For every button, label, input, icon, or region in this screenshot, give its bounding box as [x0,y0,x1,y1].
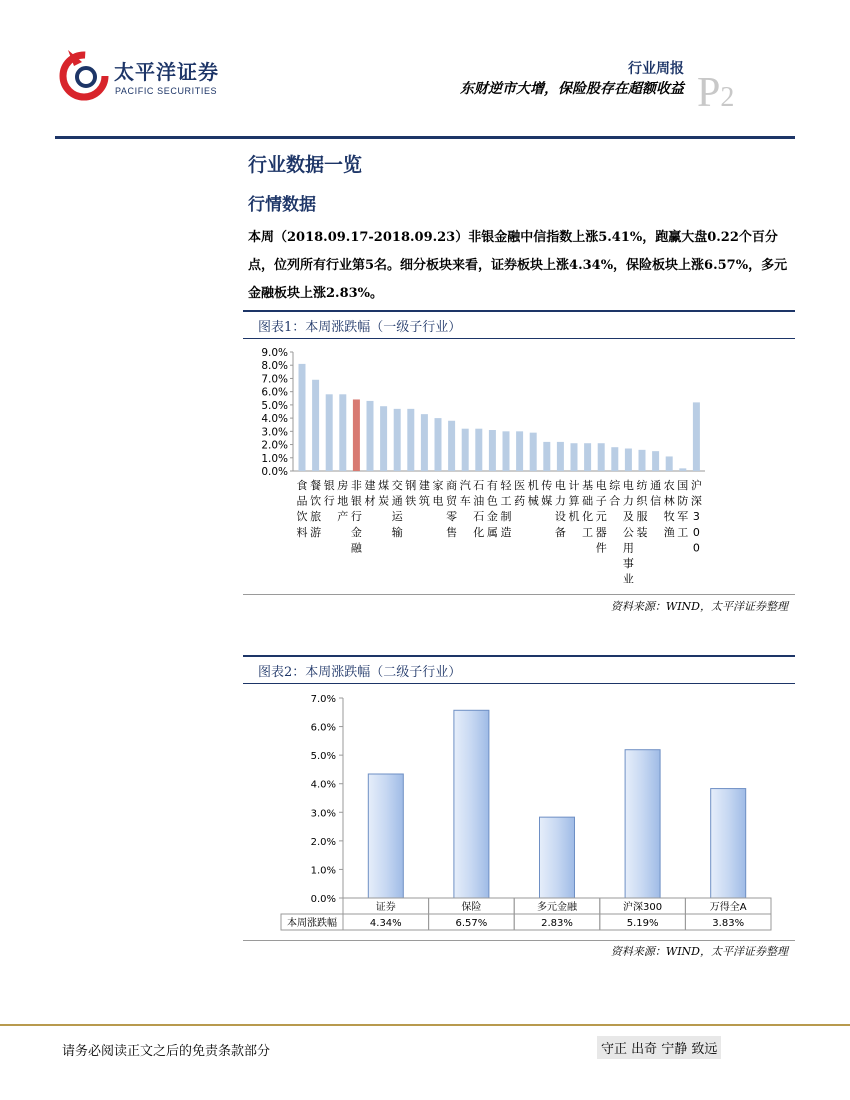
x-tick-label: 电 [554,479,566,492]
x-tick-label: 工 [677,525,689,539]
bar [540,817,575,898]
bar [489,430,496,471]
x-tick-label: 元 [595,510,607,524]
figure1-caption: 图表1：本周涨跌幅（一级子行业） [258,320,462,335]
x-tick-label: 银 [350,494,362,508]
footer-divider [0,1024,850,1026]
bar [299,364,306,471]
bar [516,431,523,471]
bar [557,442,564,471]
y-tick-label: 4.0% [261,413,288,426]
x-tick-label: 沪深300 [623,902,663,913]
x-tick-label: 备 [554,525,566,539]
bar [693,402,700,471]
x-tick-label: 综 [609,479,621,492]
table-value: 5.19% [626,918,659,929]
bar [339,394,346,471]
x-tick-label: 通 [650,479,662,492]
x-tick-label: 建 [364,479,376,492]
x-tick-label: 及 [622,510,634,524]
x-tick-label: 业 [622,572,634,586]
bar [503,431,510,471]
report-category: 行业周报 [628,61,684,77]
x-tick-label: 筑 [418,494,430,508]
x-tick-label: 钢 [405,479,417,492]
x-tick-label: 商 [446,479,458,492]
x-tick-label: 国 [677,479,689,492]
x-tick-label: 食 [296,479,308,492]
x-tick-label: 料 [296,525,308,539]
x-tick-label: 车 [459,494,471,508]
x-tick-label: 石 [473,479,485,492]
x-tick-label: 础 [582,494,594,508]
bar [611,447,618,471]
bar [435,418,442,471]
x-tick-label: 输 [391,525,403,539]
x-tick-label: 轻 [500,479,512,492]
x-tick-label: 旅 [310,510,322,524]
bar [530,433,537,471]
x-tick-label: 媒 [541,494,553,508]
report-title: 东财逆市大增，保险股存在超额收益 [460,81,684,97]
figure2-source: 资料来源：WIND，太平洋证券整理 [610,945,788,958]
figure2-caption: 图表2：本周涨跌幅（二级子行业） [258,665,462,680]
table-value: 2.83% [541,918,573,929]
x-tick-label: 饮 [310,494,322,508]
bar [666,456,673,471]
table-row-label: 本周涨跌幅 [287,918,337,929]
bar [543,442,550,471]
x-tick-label: 用 [622,541,634,555]
x-tick-label: 煤 [378,479,390,492]
table-value: 3.83% [712,918,745,929]
x-tick-label: 运 [391,510,403,524]
y-tick-label: 3.0% [310,808,336,820]
bar [353,399,360,471]
x-tick-label: 融 [350,541,362,555]
x-tick-label: 电 [622,479,634,492]
bar [711,789,746,898]
y-tick-label: 0.0% [310,894,336,905]
x-tick-label: 牧 [663,510,675,524]
x-tick-label: 0 [692,541,700,555]
bar [326,394,333,471]
figure1-top-rule [243,310,795,312]
y-tick-label: 8.0% [261,360,288,373]
x-tick-label: 0 [692,525,700,539]
x-tick-label: 传 [541,479,553,492]
bar [571,443,578,471]
y-tick-label: 3.0% [261,426,288,439]
bar [454,710,489,898]
bar [598,443,605,471]
x-tick-label: 事 [622,557,634,570]
bar [407,409,414,471]
x-tick-label: 公 [622,525,634,539]
x-tick-label: 金 [486,510,498,524]
x-tick-label: 行 [350,510,362,524]
x-tick-label: 色 [486,494,498,508]
brand-name-cn: 太平洋证券 [114,60,219,84]
bar [421,414,428,471]
figure1-bottom-rule [243,594,795,595]
x-tick-label: 件 [595,541,607,555]
x-tick-label: 械 [527,494,539,508]
x-tick-label: 品 [296,494,308,508]
footer-disclaimer: 请务必阅读正文之后的免责条款部分 [62,1044,271,1059]
page-letter: P [697,70,721,116]
bar [475,429,482,471]
figure2-top-rule [243,655,795,657]
x-tick-label: 防 [677,494,689,508]
x-tick-label: 医 [514,479,526,492]
summary-paragraph: 本周（2018.09.17-2018.09.23）非银金融中信指数上涨5.41%，跑赢大盘0.22个百分点，位列所有行业第5名。细分板块来看，证券板块上涨4.34%，保险板块上涨6.57%，多元金融板块上涨2.83%。 [248,230,788,301]
x-tick-label: 金 [350,525,362,539]
x-tick-label: 机 [527,479,539,492]
x-tick-label: 汽 [459,479,471,492]
x-tick-label: 保险 [461,902,482,913]
y-tick-label: 0.0% [261,466,288,478]
figure1-source: 资料来源：WIND，太平洋证券整理 [610,600,788,613]
bar [312,380,319,471]
x-tick-label: 电 [595,479,607,492]
section-subheading: 行情数据 [248,195,316,215]
x-tick-label: 炭 [378,494,390,508]
x-tick-label: 农 [663,479,675,492]
bar [380,406,387,471]
x-tick-label: 力 [622,494,634,508]
x-tick-label: 银 [323,479,335,492]
x-tick-label: 饮 [296,510,308,524]
figure2-caption-rule [243,683,795,684]
bar [367,401,374,471]
x-tick-label: 游 [310,525,322,539]
page-number-value: 2 [720,82,735,113]
x-tick-label: 工 [500,494,512,508]
bar [639,450,646,471]
x-tick-label: 信 [650,494,662,508]
x-tick-label: 铁 [405,494,417,508]
figure1-chart [243,342,795,592]
x-tick-label: 房 [337,479,349,492]
x-tick-label: 造 [500,525,512,539]
bar [625,449,632,471]
x-tick-label: 化 [582,510,594,524]
bar [625,750,660,898]
bar [462,429,469,471]
y-tick-label: 5.0% [310,751,336,763]
x-tick-label: 纺 [636,479,648,492]
table-value: 6.57% [455,918,488,929]
page-number [697,72,734,114]
x-tick-label: 油 [473,494,485,508]
x-tick-label: 机 [568,510,580,524]
bar [448,421,455,471]
x-tick-label: 材 [364,494,376,508]
bar [368,774,403,898]
figure2-bottom-rule [243,940,795,941]
x-tick-label: 贸 [446,494,458,508]
x-tick-label: 产 [337,510,349,524]
y-tick-label: 4.0% [310,779,336,791]
x-tick-label: 深 [690,494,702,508]
x-tick-label: 家 [432,479,444,492]
x-tick-label: 交 [391,479,403,492]
figure1-caption-rule [243,338,795,339]
x-tick-label: 织 [636,494,648,508]
y-tick-label: 9.0% [261,347,288,359]
x-tick-label: 器 [595,525,607,539]
x-tick-label: 装 [636,525,648,539]
table-value: 4.34% [369,918,402,929]
bar [584,443,591,471]
x-tick-label: 3 [692,510,700,524]
bar [394,409,401,471]
y-tick-label: 2.0% [261,439,288,452]
x-tick-label: 零 [446,510,458,524]
x-tick-label: 药 [514,494,526,508]
x-tick-label: 合 [609,494,621,508]
x-tick-label: 非 [350,479,362,492]
x-tick-label: 餐 [310,479,322,492]
bar [679,468,686,471]
x-tick-label: 属 [486,525,498,539]
x-tick-label: 力 [554,494,566,508]
x-tick-label: 地 [337,494,349,508]
figure2-chart [243,686,795,940]
bar [652,451,659,471]
x-tick-label: 基 [582,479,594,492]
x-tick-label: 军 [677,510,689,524]
x-tick-label: 算 [568,494,580,508]
x-tick-label: 子 [595,494,607,508]
x-tick-label: 制 [500,510,512,524]
y-tick-label: 2.0% [310,836,336,848]
x-tick-label: 多元金融 [537,902,577,913]
logo-emblem-icon [58,42,110,102]
x-tick-label: 林 [663,494,675,508]
x-tick-label: 渔 [663,525,675,539]
x-tick-label: 计 [568,479,580,492]
x-tick-label: 石 [473,510,485,524]
x-tick-label: 沪 [690,479,702,492]
y-tick-label: 1.0% [261,452,288,465]
brand-name-en: PACIFIC SECURITIES [115,86,218,96]
y-tick-label: 1.0% [310,865,336,877]
footer-motto: 守正 出奇 宁静 致远 [597,1036,721,1059]
x-tick-label: 行 [323,494,335,508]
y-tick-label: 7.0% [310,694,336,705]
x-tick-label: 建 [418,479,430,492]
y-tick-label: 7.0% [261,373,288,386]
x-tick-label: 证券 [375,902,396,913]
x-tick-label: 化 [473,525,485,539]
header-divider [55,136,795,139]
x-tick-label: 电 [432,494,444,508]
company-logo [58,42,238,102]
x-tick-label: 工 [582,525,594,539]
x-tick-label: 通 [391,494,403,508]
x-tick-label: 售 [446,525,458,539]
y-tick-label: 6.0% [261,386,288,399]
section-heading: 行业数据一览 [248,154,363,176]
x-tick-label: 服 [636,510,648,524]
y-tick-label: 6.0% [310,722,336,734]
x-tick-label: 有 [486,479,498,492]
y-tick-label: 5.0% [261,399,288,412]
x-tick-label: 设 [554,510,566,524]
x-tick-label: 万得全A [709,902,747,913]
